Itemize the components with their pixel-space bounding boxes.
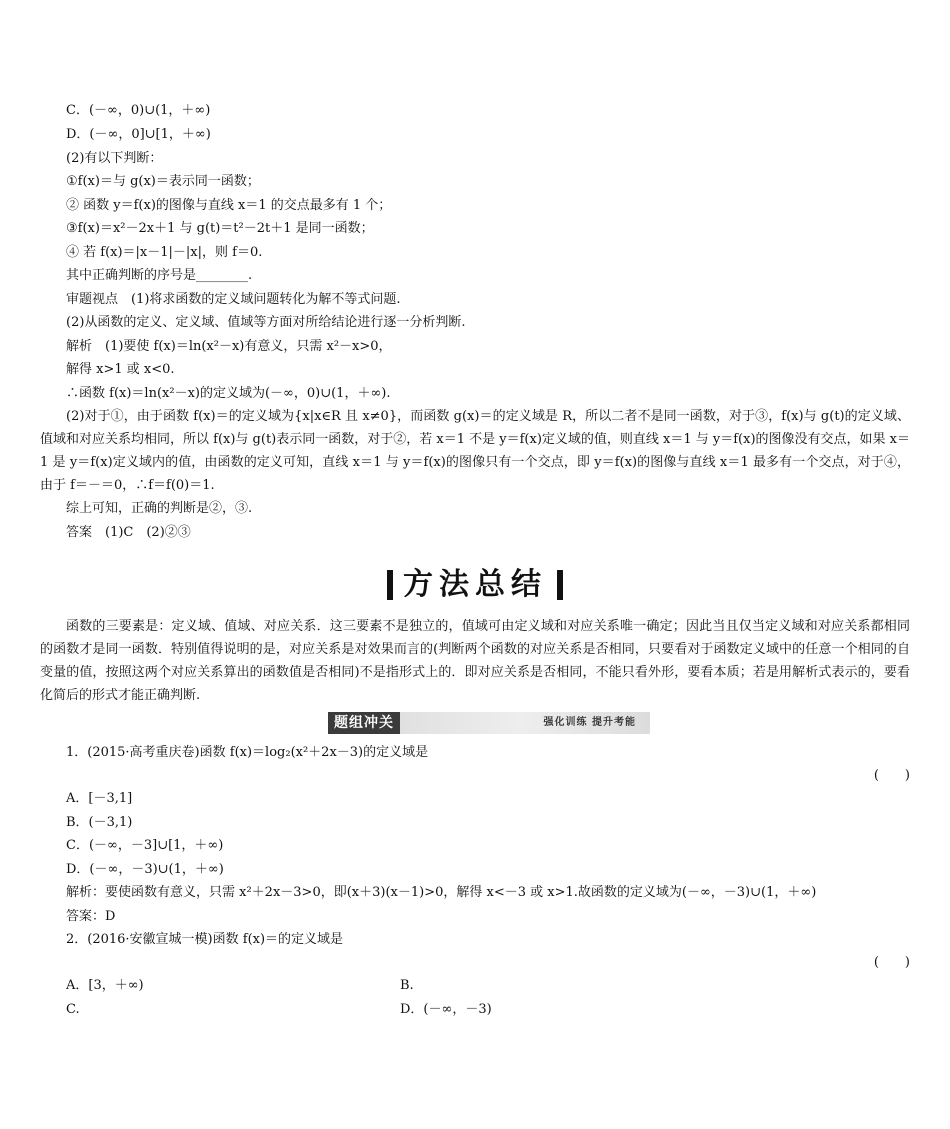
question-2-intro: (2)有以下判断： — [66, 151, 163, 166]
q1-option-b: B．(－3,1) — [66, 815, 133, 830]
judgment-1: ①f(x)＝与 g(x)＝表示同一函数； — [66, 174, 260, 189]
solution-paragraph: (2)对于①，由于函数 f(x)＝的定义域为{x|x∈R 且 x≠0}，而函数 g(x)＝的定义域是 R，所以二者不是同一函数，对于③，f(x)与 g(t)的定义域、值域和对应关系均相同，所以 f(x)与 g(t)表示同一函数，对于②，若 x＝1 不是 y＝f(x)定义域的值，则直线 x＝1 与 y＝f(x)的图像没有交点，如果 x＝1 是 y＝f(x)定义域内的值，由函数的定义可知，直线 x＝1 与 y＝f(x)的图像只有一个交点，即 y＝f(x)的图像与直线 x＝1 最多有一个交点，对于④，由于 f＝－＝0，∴f＝f(0)＝1. — [40, 409, 910, 493]
q1-option-c: C．(－∞，－3]∪[1，＋∞) — [66, 838, 224, 853]
solution-line-3: ∴函数 f(x)＝ln(x²－x)的定义域为(－∞，0)∪(1，＋∞). — [66, 386, 391, 401]
practice-question-1: 1．(2015·高考重庆卷)函数 f(x)＝log₂(x²＋2x－3)的定义域是 — [66, 745, 429, 760]
q2-option-b: B. — [400, 978, 414, 993]
judgment-2: ② 函数 y＝f(x)的图像与直线 x＝1 的交点最多有 1 个； — [66, 198, 392, 213]
judgment-3: ③f(x)＝x²－2x＋1 与 g(t)＝t²－2t＋1 是同一函数； — [66, 221, 374, 236]
q1-solution: 解析：要使函数有意义，只需 x²＋2x－3>0，即(x＋3)(x－1)>0，解得 x<－3 或 x>1.故函数的定义域为(－∞，－3)∪(1，＋∞) — [66, 885, 817, 900]
heading-title: 方法总结 — [403, 567, 547, 602]
banner-subtitle: 强化训练 提升考能 — [543, 717, 636, 728]
heading-right-bar — [557, 570, 563, 600]
answer-line: 答案 (1)C (2)②③ — [66, 525, 191, 540]
practice-question-2: 2．(2016·安徽宣城一模)函数 f(x)＝的定义域是 — [66, 932, 344, 947]
method-summary-heading — [0, 566, 950, 604]
q2-option-a: A．[3，＋∞) — [66, 978, 144, 993]
q1-option-a: A．[－3,1] — [66, 791, 133, 806]
option-c: C．(－∞，0)∪(1，＋∞) — [66, 103, 211, 118]
q1-option-d: D．(－∞，－3)∪(1，＋∞) — [66, 862, 224, 877]
banner-title: 题组冲关 — [328, 712, 400, 734]
review-viewpoint-2: (2)从函数的定义、定义域、值域等方面对所给结论进行逐一分析判断. — [66, 315, 466, 330]
solution-line-2: 解得 x>1 或 x<0. — [66, 362, 175, 377]
method-summary-body: 函数的三要素是：定义域、值域、对应关系．这三要素不是独立的，值域可由定义域和对应关系唯一确定；因此当且仅当定义域和对应关系都相同的函数才是同一函数．特别值得说明的是，对应关系是对效果而言的(判断两个函数的对应关系是否相同，只要看对于函数定义域中的任意一个相同的自变量的值，按照这两个对应关系算出的函数值是否相同)不是指形式上的．即对应关系是否相同，不能只看外形，要看本质；若是用解析式表示的，要看化简后的形式才能正确判断. — [40, 619, 910, 703]
q2-option-c: C. — [66, 1002, 80, 1017]
solution-line-1: 解析 (1)要使 f(x)＝ln(x²－x)有意义，只需 x²－x>0， — [66, 339, 392, 354]
practice-banner — [328, 712, 650, 734]
summary-line: 综上可知，正确的判断是②，③. — [66, 501, 253, 516]
q1-answer: 答案：D — [66, 909, 116, 924]
answer-parentheses-1: ( ) — [873, 768, 910, 783]
judgment-4: ④ 若 f(x)＝|x－1|－|x|，则 f＝0. — [66, 245, 263, 260]
heading-left-bar — [387, 570, 393, 600]
q2-option-d: D．(－∞，－3) — [400, 1002, 492, 1017]
review-viewpoint-1: 审题视点 (1)将求函数的定义域问题转化为解不等式问题. — [66, 292, 401, 307]
answer-parentheses-2: ( ) — [873, 955, 910, 970]
option-d: D．(－∞，0]∪[1，＋∞) — [66, 127, 211, 142]
correct-prompt: 其中正确判断的序号是________. — [66, 268, 253, 283]
